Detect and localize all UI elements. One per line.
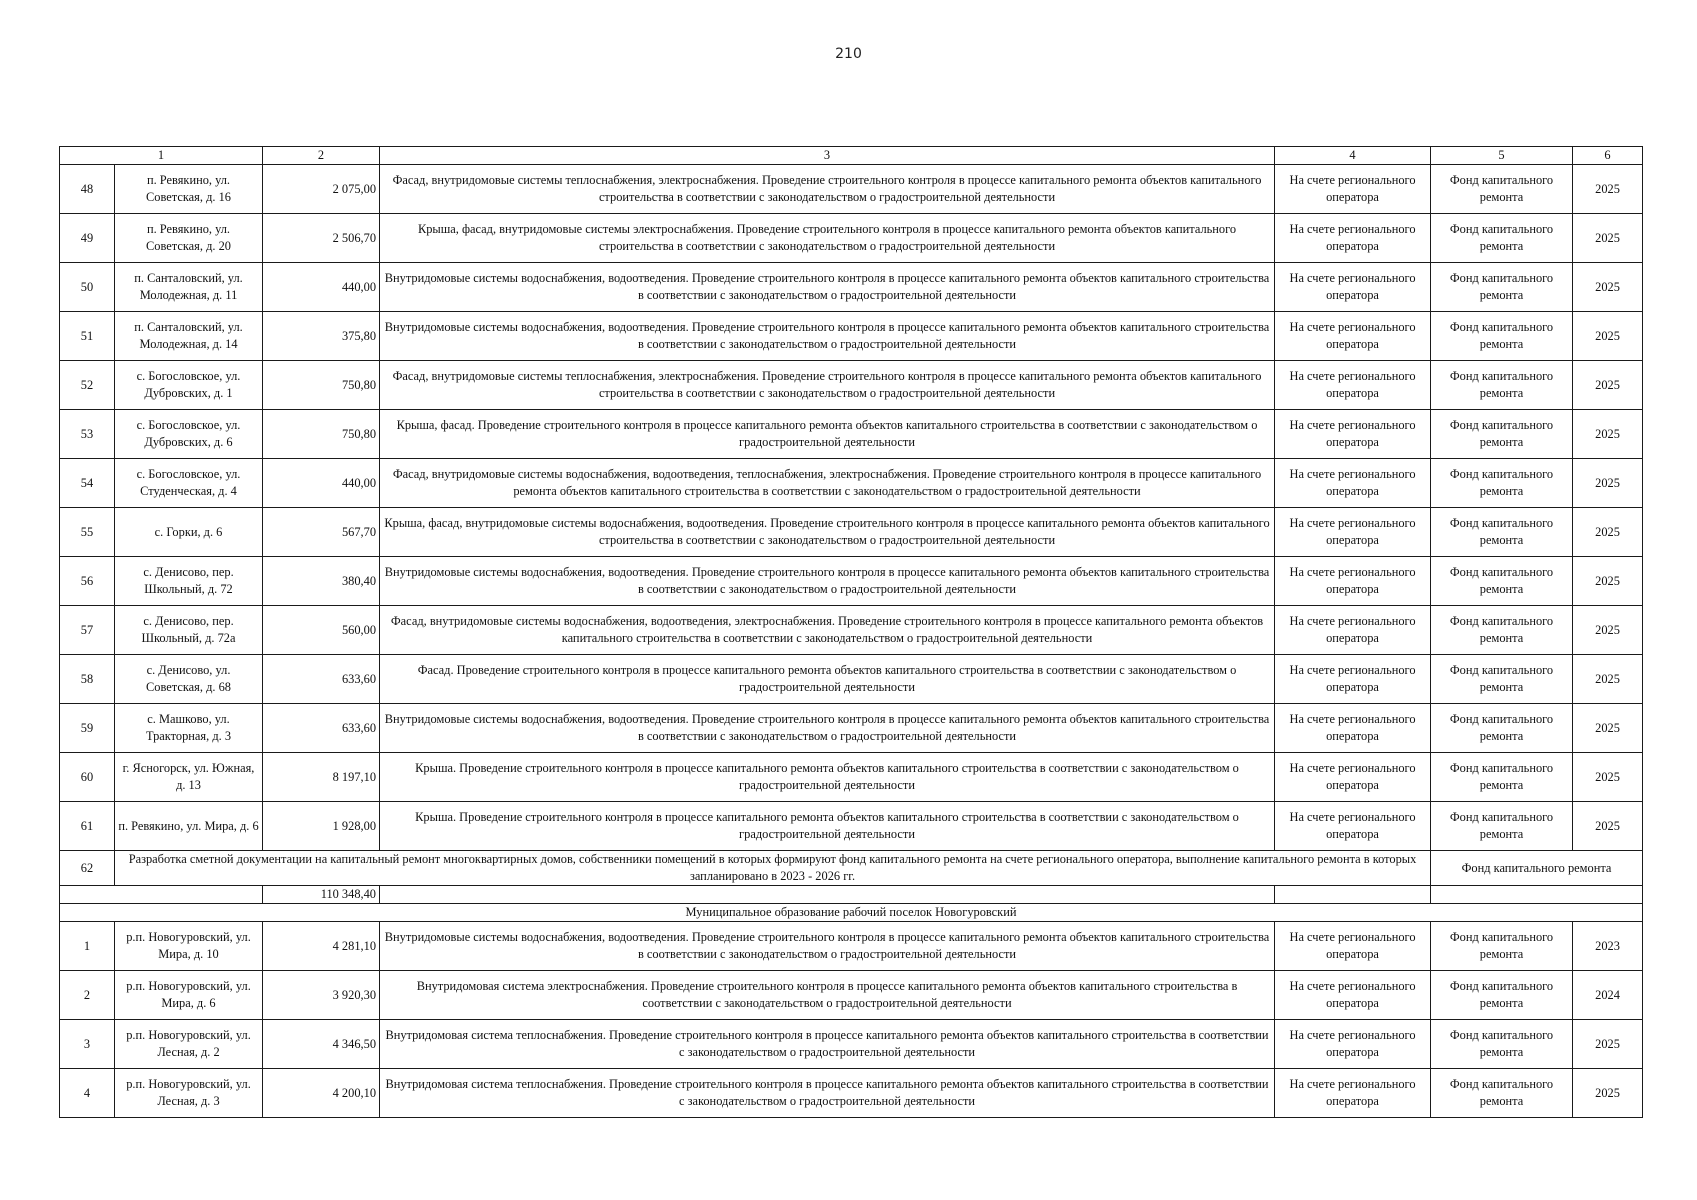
row-year: 2025 — [1573, 655, 1643, 704]
row-funding-account: На счете регионального оператора — [1275, 1069, 1431, 1118]
row-funding-account: На счете регионального оператора — [1275, 922, 1431, 971]
row-cost: 4 200,10 — [263, 1069, 380, 1118]
column-header-5: 5 — [1431, 147, 1573, 165]
row-number: 49 — [60, 214, 115, 263]
row-address: с. Богословское, ул. Дубровских, д. 1 — [115, 361, 263, 410]
row-funding-account: На счете регионального оператора — [1275, 1020, 1431, 1069]
row-year: 2025 — [1573, 263, 1643, 312]
row-year: 2025 — [1573, 459, 1643, 508]
estimate-documentation-row — [60, 851, 1643, 886]
row-number: 61 — [60, 802, 115, 851]
total-row — [60, 886, 1643, 904]
row-cost: 2 506,70 — [263, 214, 380, 263]
row-funding-account: На счете регионального оператора — [1275, 312, 1431, 361]
row-work-description: Внутридомовая система электроснабжения. Проведение строительного контроля в процессе капитального ремонта объектов капитального строительства в соответствии с законодательством о градостроительной деятельности — [380, 971, 1275, 1020]
row-number: 57 — [60, 606, 115, 655]
table-row — [60, 263, 1643, 312]
row-funding-source: Фонд капитального ремонта — [1431, 922, 1573, 971]
table-row — [60, 704, 1643, 753]
row-cost: 1 928,00 — [263, 802, 380, 851]
row-funding-account: На счете регионального оператора — [1275, 655, 1431, 704]
row-year: 2025 — [1573, 557, 1643, 606]
row-funding-source: Фонд капитального ремонта — [1431, 753, 1573, 802]
row-year: 2025 — [1573, 753, 1643, 802]
column-header-4: 4 — [1275, 147, 1431, 165]
row-work-description: Внутридомовые системы водоснабжения, водоотведения. Проведение строительного контроля в процессе капитального ремонта объектов капитального строительства в соответствии с законодательством о градостроительной деятельности — [380, 557, 1275, 606]
row-funding-source: Фонд капитального ремонта — [1431, 508, 1573, 557]
row-work-description: Крыша, фасад. Проведение строительного контроля в процессе капитального ремонта объектов капитального строительства в соответствии с законодательством о градостроительной деятельности — [380, 410, 1275, 459]
table-row — [60, 802, 1643, 851]
row-year: 2025 — [1573, 704, 1643, 753]
row-address: п. Санталовский, ул. Молодежная, д. 11 — [115, 263, 263, 312]
row-funding-source: Фонд капитального ремонта — [1431, 704, 1573, 753]
row-year: 2025 — [1573, 1020, 1643, 1069]
row-work-description: Крыша, фасад, внутридомовые системы водоснабжения, водоотведения. Проведение строительного контроля в процессе капитального ремонта объектов капитального строительства в соответствии с законодательством о градостроительной деятельности — [380, 508, 1275, 557]
row-funding-source: Фонд капитального ремонта — [1431, 312, 1573, 361]
row-number: 3 — [60, 1020, 115, 1069]
row-cost: 380,40 — [263, 557, 380, 606]
row-number: 56 — [60, 557, 115, 606]
table-row — [60, 753, 1643, 802]
column-header-3: 3 — [380, 147, 1275, 165]
table-row — [60, 508, 1643, 557]
row-address: р.п. Новогуровский, ул. Мира, д. 6 — [115, 971, 263, 1020]
row-work-description: Крыша, фасад, внутридомовые системы электроснабжения. Проведение строительного контроля в процессе капитального ремонта объектов капитального строительства в соответствии с законодательством о градостроительной деятельности — [380, 214, 1275, 263]
table-row — [60, 1020, 1643, 1069]
row-number: 62 — [60, 851, 115, 886]
row-funding-source: Фонд капитального ремонта — [1431, 263, 1573, 312]
row-funding-source: Фонд капитального ремонта — [1431, 557, 1573, 606]
total-blank-work — [380, 886, 1275, 904]
row-number: 55 — [60, 508, 115, 557]
row-funding-account: На счете регионального оператора — [1275, 802, 1431, 851]
row-year: 2025 — [1573, 508, 1643, 557]
row-work-description: Внутридомовая система теплоснабжения. Проведение строительного контроля в процессе капитального ремонта объектов капитального строительства в соответствии с законодательством о градостроительной деятельности — [380, 1069, 1275, 1118]
row-funding-source: Фонд капитального ремонта — [1431, 851, 1643, 886]
row-funding-source: Фонд капитального ремонта — [1431, 655, 1573, 704]
row-work-description: Внутридомовые системы водоснабжения, водоотведения. Проведение строительного контроля в процессе капитального ремонта объектов капитального строительства в соответствии с законодательством о градостроительной деятельности — [380, 704, 1275, 753]
row-number: 4 — [60, 1069, 115, 1118]
row-number: 1 — [60, 922, 115, 971]
row-number: 59 — [60, 704, 115, 753]
row-work-description: Фасад, внутридомовые системы водоснабжения, водоотведения, теплоснабжения, электроснабжения. Проведение строительного контроля в процессе капитального ремонта объектов капитального строительства в соответствии с законодательством о градостроительной деятельности — [380, 459, 1275, 508]
page-number: 210 — [835, 46, 862, 62]
table-row — [60, 312, 1643, 361]
row-funding-source: Фонд капитального ремонта — [1431, 606, 1573, 655]
row-address: с. Денисово, пер. Школьный, д. 72а — [115, 606, 263, 655]
row-cost: 8 197,10 — [263, 753, 380, 802]
table-row — [60, 1069, 1643, 1118]
row-number: 54 — [60, 459, 115, 508]
column-number-row — [60, 147, 1643, 165]
total-cost: 110 348,40 — [263, 886, 380, 904]
row-number: 51 — [60, 312, 115, 361]
row-number: 58 — [60, 655, 115, 704]
row-funding-source: Фонд капитального ремонта — [1431, 410, 1573, 459]
row-number: 60 — [60, 753, 115, 802]
row-year: 2025 — [1573, 1069, 1643, 1118]
table-row — [60, 361, 1643, 410]
row-address: г. Ясногорск, ул. Южная, д. 13 — [115, 753, 263, 802]
row-funding-account: На счете регионального оператора — [1275, 165, 1431, 214]
row-cost: 3 920,30 — [263, 971, 380, 1020]
row-work-description: Внутридомовые системы водоснабжения, водоотведения. Проведение строительного контроля в процессе капитального ремонта объектов капитального строительства в соответствии с законодательством о градостроительной деятельности — [380, 263, 1275, 312]
row-address: р.п. Новогуровский, ул. Лесная, д. 2 — [115, 1020, 263, 1069]
row-work-description: Внутридомовые системы водоснабжения, водоотведения. Проведение строительного контроля в процессе капитального ремонта объектов капитального строительства в соответствии с законодательством о градостроительной деятельности — [380, 922, 1275, 971]
row-year: 2025 — [1573, 165, 1643, 214]
row-funding-source: Фонд капитального ремонта — [1431, 1020, 1573, 1069]
column-header-1: 1 — [60, 147, 263, 165]
row-address: п. Санталовский, ул. Молодежная, д. 14 — [115, 312, 263, 361]
row-funding-account: На счете регионального оператора — [1275, 263, 1431, 312]
row-work-description: Внутридомовая система теплоснабжения. Проведение строительного контроля в процессе капитального ремонта объектов капитального строительства в соответствии с законодательством о градостроительной деятельности — [380, 1020, 1275, 1069]
row-address: р.п. Новогуровский, ул. Лесная, д. 3 — [115, 1069, 263, 1118]
row-year: 2023 — [1573, 922, 1643, 971]
table-row — [60, 214, 1643, 263]
row-funding-account: На счете регионального оператора — [1275, 214, 1431, 263]
row-address: с. Машково, ул. Тракторная, д. 3 — [115, 704, 263, 753]
row-cost: 750,80 — [263, 410, 380, 459]
total-blank — [60, 886, 263, 904]
row-funding-source: Фонд капитального ремонта — [1431, 459, 1573, 508]
row-year: 2025 — [1573, 410, 1643, 459]
capital-repair-table — [59, 146, 1643, 1118]
row-address: п. Ревякино, ул. Советская, д. 20 — [115, 214, 263, 263]
row-funding-account: На счете регионального оператора — [1275, 508, 1431, 557]
row-address: с. Горки, д. 6 — [115, 508, 263, 557]
row-cost: 440,00 — [263, 263, 380, 312]
row-address: р.п. Новогуровский, ул. Мира, д. 10 — [115, 922, 263, 971]
table-row — [60, 557, 1643, 606]
row-funding-source: Фонд капитального ремонта — [1431, 802, 1573, 851]
row-cost: 4 346,50 — [263, 1020, 380, 1069]
row-work-description: Крыша. Проведение строительного контроля в процессе капитального ремонта объектов капитального строительства в соответствии с законодательством о градостроительной деятельности — [380, 753, 1275, 802]
row-address: с. Богословское, ул. Дубровских, д. 6 — [115, 410, 263, 459]
total-blank-src — [1275, 886, 1431, 904]
table-row — [60, 459, 1643, 508]
table-row — [60, 655, 1643, 704]
row-work-description: Фасад. Проведение строительного контроля в процессе капитального ремонта объектов капитального строительства в соответствии с законодательством о градостроительной деятельности — [380, 655, 1275, 704]
row-number: 50 — [60, 263, 115, 312]
row-year: 2025 — [1573, 312, 1643, 361]
column-header-2: 2 — [263, 147, 380, 165]
row-number: 2 — [60, 971, 115, 1020]
row-year: 2025 — [1573, 802, 1643, 851]
row-cost: 560,00 — [263, 606, 380, 655]
row-year: 2024 — [1573, 971, 1643, 1020]
row-funding-account: На счете регионального оператора — [1275, 704, 1431, 753]
row-cost: 440,00 — [263, 459, 380, 508]
row-year: 2025 — [1573, 361, 1643, 410]
row-address: п. Ревякино, ул. Советская, д. 16 — [115, 165, 263, 214]
row-cost: 567,70 — [263, 508, 380, 557]
row-funding-account: На счете регионального оператора — [1275, 557, 1431, 606]
row-funding-source: Фонд капитального ремонта — [1431, 1069, 1573, 1118]
row-year: 2025 — [1573, 606, 1643, 655]
row-year: 2025 — [1573, 214, 1643, 263]
row-funding-account: На счете регионального оператора — [1275, 753, 1431, 802]
row-funding-account: На счете регионального оператора — [1275, 361, 1431, 410]
row-work-description: Фасад, внутридомовые системы теплоснабжения, электроснабжения. Проведение строительного контроля в процессе капитального ремонта объектов капитального строительства в соответствии с законодательством о градостроительной деятельности — [380, 361, 1275, 410]
section-title-row — [60, 904, 1643, 922]
total-blank-fund — [1431, 886, 1643, 904]
row-address: с. Денисово, ул. Советская, д. 68 — [115, 655, 263, 704]
table-row — [60, 165, 1643, 214]
row-funding-source: Фонд капитального ремонта — [1431, 214, 1573, 263]
row-funding-account: На счете регионального оператора — [1275, 606, 1431, 655]
row-number: 53 — [60, 410, 115, 459]
row-number: 48 — [60, 165, 115, 214]
row-funding-source: Фонд капитального ремонта — [1431, 971, 1573, 1020]
row-cost: 375,80 — [263, 312, 380, 361]
row-work-description: Крыша. Проведение строительного контроля в процессе капитального ремонта объектов капитального строительства в соответствии с законодательством о градостроительной деятельности — [380, 802, 1275, 851]
row-cost: 633,60 — [263, 655, 380, 704]
row-cost: 750,80 — [263, 361, 380, 410]
table-row — [60, 971, 1643, 1020]
row-address: п. Ревякино, ул. Мира, д. 6 — [115, 802, 263, 851]
row-funding-source: Фонд капитального ремонта — [1431, 165, 1573, 214]
row-funding-account: На счете регионального оператора — [1275, 410, 1431, 459]
row-cost: 633,60 — [263, 704, 380, 753]
table-row — [60, 606, 1643, 655]
row-funding-account: На счете регионального оператора — [1275, 459, 1431, 508]
row-work-description: Фасад, внутридомовые системы водоснабжения, водоотведения, электроснабжения. Проведение строительного контроля в процессе капитального ремонта объектов капитального строительства в соответствии с законодательством о градостроительной деятельности — [380, 606, 1275, 655]
row-work-description: Внутридомовые системы водоснабжения, водоотведения. Проведение строительного контроля в процессе капитального ремонта объектов капитального строительства в соответствии с законодательством о градостроительной деятельности — [380, 312, 1275, 361]
row-address: с. Денисово, пер. Школьный, д. 72 — [115, 557, 263, 606]
table-row — [60, 922, 1643, 971]
table-row — [60, 410, 1643, 459]
row-cost: 4 281,10 — [263, 922, 380, 971]
row-funding-account: На счете регионального оператора — [1275, 971, 1431, 1020]
row-work-description: Фасад, внутридомовые системы теплоснабжения, электроснабжения. Проведение строительного контроля в процессе капитального ремонта объектов капитального строительства в соответствии с законодательством о градостроительной деятельности — [380, 165, 1275, 214]
section-title: Муниципальное образование рабочий поселок Новогуровский — [60, 904, 1643, 922]
row-address: с. Богословское, ул. Студенческая, д. 4 — [115, 459, 263, 508]
row-number: 52 — [60, 361, 115, 410]
row-funding-source: Фонд капитального ремонта — [1431, 361, 1573, 410]
row-work-description: Разработка сметной документации на капитальный ремонт многоквартирных домов, собственники помещений в которых формируют фонд капитального ремонта на счете регионального оператора, выполнение капитального ремонта в которых запланировано в 2023 - 2026 гг. — [115, 851, 1431, 886]
column-header-6: 6 — [1573, 147, 1643, 165]
row-cost: 2 075,00 — [263, 165, 380, 214]
